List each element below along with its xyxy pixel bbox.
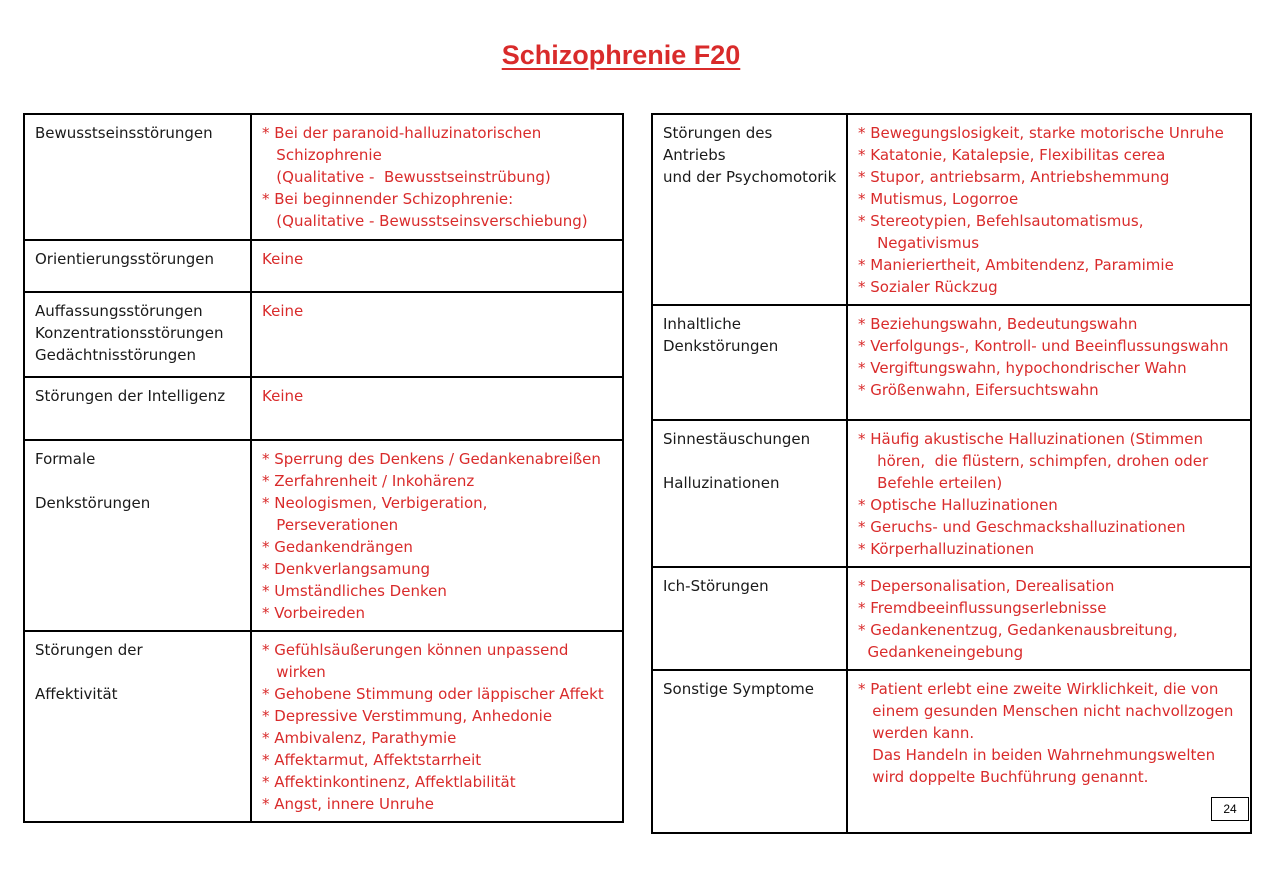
label-line: Gedächtnisstörungen: [35, 346, 197, 364]
symptom-line: * Fremdbeeinflussungserlebnisse: [858, 599, 1107, 617]
table-row: [24, 114, 623, 240]
symptom-line: Schizophrenie: [262, 146, 382, 164]
page-title: Schizophrenie F20: [501, 40, 741, 70]
left-symptom-table: [23, 113, 624, 823]
symptom-line: Keine: [262, 387, 304, 405]
symptom-list: [251, 114, 623, 240]
symptom-line: * Optische Halluzinationen: [858, 496, 1058, 514]
label-line: Bewusstseinsstörungen: [35, 124, 213, 142]
symptom-list: [251, 440, 623, 631]
symptom-line: * Größenwahn, Eifersuchtswahn: [858, 381, 1099, 399]
label-line: Auffassungsstörungen: [35, 302, 203, 320]
symptom-line: Keine: [262, 250, 304, 268]
label-line: Denkstörungen: [663, 337, 779, 355]
symptom-list: [251, 631, 623, 822]
symptom-list: [251, 377, 623, 440]
symptom-line: Das Handeln in beiden Wahrnehmungswelten: [858, 746, 1216, 764]
label-line: [663, 450, 836, 472]
table-row: [24, 377, 623, 440]
symptom-line: * Depressive Verstimmung, Anhedonie: [262, 707, 553, 725]
label-line: Denkstörungen: [35, 494, 151, 512]
symptom-line: hören, die flüstern, schimpfen, drohen oder: [858, 452, 1209, 470]
label-line: Affektivität: [35, 685, 118, 703]
symptom-line: * Verfolgungs-, Kontroll- und Beeinflussungswahn: [858, 337, 1229, 355]
symptom-line: Negativismus: [858, 234, 980, 252]
label-line: Ich-Störungen: [663, 577, 769, 595]
label-line: und der Psychomotorik: [663, 168, 837, 186]
table-row: [24, 440, 623, 631]
table-row: [24, 292, 623, 377]
symptom-line: * Affektarmut, Affektstarrheit: [262, 751, 482, 769]
symptom-line: * Geruchs- und Geschmackshalluzinationen: [858, 518, 1186, 536]
symptom-line: * Affektinkontinenz, Affektlabilität: [262, 773, 516, 791]
label-line: Sinnestäuschungen: [663, 430, 811, 448]
category-label: [24, 631, 251, 822]
table-row: [652, 114, 1251, 305]
symptom-line: * Häufig akustische Halluzinationen (Stimmen: [858, 430, 1204, 448]
symptom-line: * Gedankenentzug, Gedankenausbreitung,: [858, 621, 1178, 639]
label-line: [35, 470, 240, 492]
symptom-line: * Stereotypien, Befehlsautomatismus,: [858, 212, 1144, 230]
label-line: Inhaltliche: [663, 315, 741, 333]
symptom-line: * Beziehungswahn, Bedeutungswahn: [858, 315, 1138, 333]
symptom-line: * Depersonalisation, Derealisation: [858, 577, 1115, 595]
category-label: [24, 292, 251, 377]
symptom-line: * Bei der paranoid-halluzinatorischen: [262, 124, 542, 142]
category-label: [24, 377, 251, 440]
label-line: Konzentrationsstörungen: [35, 324, 224, 342]
symptom-line: wirken: [262, 663, 326, 681]
category-label: [652, 114, 847, 305]
symptom-line: * Umständliches Denken: [262, 582, 447, 600]
label-line: Störungen des: [663, 124, 773, 142]
symptom-line: (Qualitative - Bewusstseinstrübung): [262, 168, 551, 186]
symptom-line: * Bei beginnender Schizophrenie:: [262, 190, 514, 208]
category-label: [652, 305, 847, 420]
category-label: [652, 670, 847, 833]
symptom-line: * Sozialer Rückzug: [858, 278, 998, 296]
symptom-line: Perseverationen: [262, 516, 399, 534]
table-row: [652, 305, 1251, 420]
category-label: [24, 440, 251, 631]
symptom-line: * Vorbeireden: [262, 604, 365, 622]
symptom-line: * Denkverlangsamung: [262, 560, 431, 578]
symptom-list: [251, 240, 623, 292]
table-row: [652, 567, 1251, 670]
label-line: Antriebs: [663, 146, 726, 164]
symptom-line: * Patient erlebt eine zweite Wirklichkeit, die von: [858, 680, 1219, 698]
symptom-list: [847, 114, 1251, 305]
label-line: Halluzinationen: [663, 474, 780, 492]
symptom-line: * Körperhalluzinationen: [858, 540, 1035, 558]
symptom-line: (Qualitative - Bewusstseinsverschiebung): [262, 212, 588, 230]
table-row: [24, 631, 623, 822]
symptom-line: * Gehobene Stimmung oder läppischer Affekt: [262, 685, 604, 703]
symptom-line: Befehle erteilen): [858, 474, 1003, 492]
symptom-line: * Sperrung des Denkens / Gedankenabreißen: [262, 450, 601, 468]
symptom-line: * Ambivalenz, Parathymie: [262, 729, 457, 747]
symptom-line: * Zerfahrenheit / Inkohärenz: [262, 472, 475, 490]
symptom-line: * Gedankendrängen: [262, 538, 413, 556]
right-symptom-table: [651, 113, 1252, 834]
symptom-line: werden kann.: [858, 724, 975, 742]
label-line: Störungen der Intelligenz: [35, 387, 226, 405]
label-line: Formale: [35, 450, 96, 468]
symptom-line: Gedankeneingebung: [858, 643, 1024, 661]
symptom-line: * Neologismen, Verbigeration,: [262, 494, 488, 512]
table-row: [652, 670, 1251, 833]
label-line: Orientierungsstörungen: [35, 250, 214, 268]
symptom-line: einem gesunden Menschen nicht nachvollzogen: [858, 702, 1234, 720]
label-line: [35, 661, 240, 683]
symptom-line: * Vergiftungswahn, hypochondrischer Wahn: [858, 359, 1187, 377]
symptom-line: * Gefühlsäußerungen können unpassend: [262, 641, 569, 659]
symptom-list: [847, 567, 1251, 670]
category-label: [24, 114, 251, 240]
symptom-line: * Bewegungslosigkeit, starke motorische Unruhe: [858, 124, 1224, 142]
page-number: 24: [1211, 797, 1249, 821]
symptom-line: * Manieriertheit, Ambitendenz, Paramimie: [858, 256, 1174, 274]
symptom-list: [847, 305, 1251, 420]
category-label: [652, 420, 847, 567]
symptom-list: [847, 420, 1251, 567]
label-line: Sonstige Symptome: [663, 680, 815, 698]
symptom-line: Keine: [262, 302, 304, 320]
symptom-line: * Katatonie, Katalepsie, Flexibilitas cerea: [858, 146, 1166, 164]
category-label: [24, 240, 251, 292]
symptom-list: [847, 670, 1251, 833]
symptom-line: * Mutismus, Logorroe: [858, 190, 1019, 208]
category-label: [652, 567, 847, 670]
symptom-line: wird doppelte Buchführung genannt.: [858, 768, 1149, 786]
symptom-line: * Stupor, antriebsarm, Antriebshemmung: [858, 168, 1170, 186]
label-line: Störungen der: [35, 641, 143, 659]
symptom-list: [251, 292, 623, 377]
table-row: [652, 420, 1251, 567]
symptom-line: * Angst, innere Unruhe: [262, 795, 434, 813]
table-row: [24, 240, 623, 292]
